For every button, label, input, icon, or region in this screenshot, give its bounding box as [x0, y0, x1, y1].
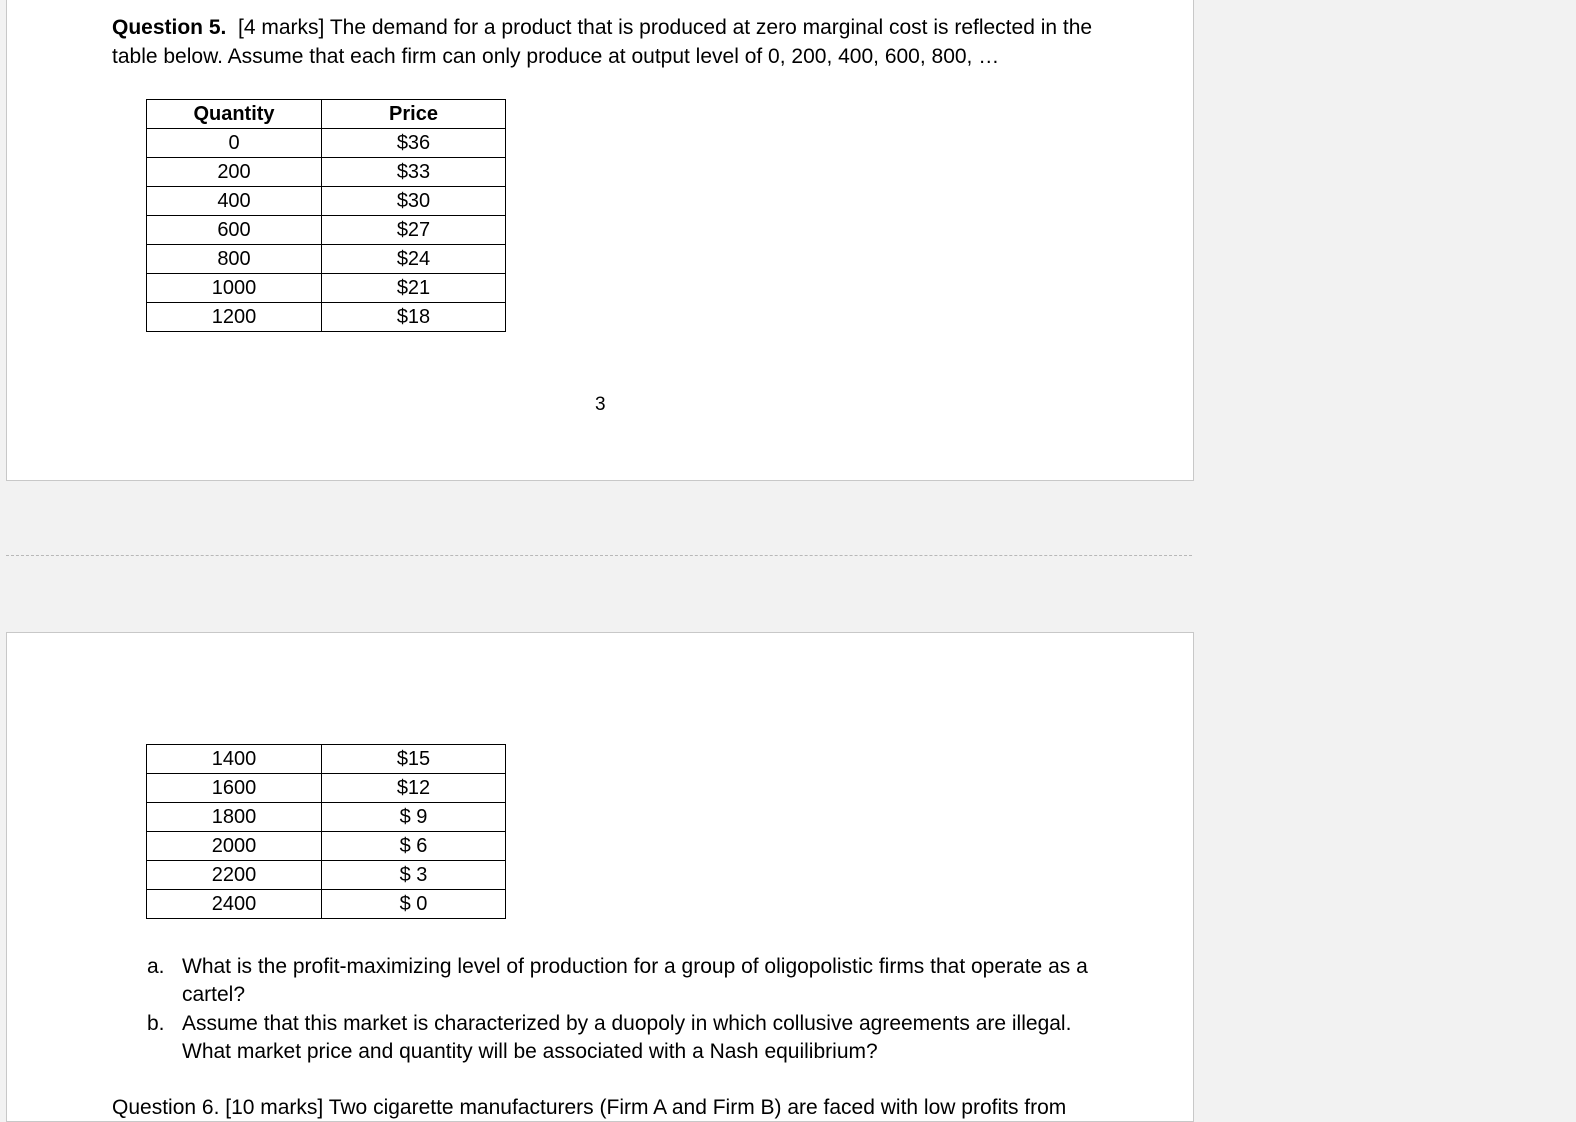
quantity-cell: 600 [147, 216, 322, 245]
table-row [147, 303, 506, 332]
subquestion-text: What is the profit-maximizing level of production for a group of oligopolistic firms that operate as a cartel? [182, 955, 1088, 1006]
quantity-cell: 200 [147, 158, 322, 187]
price-cell: $21 [322, 274, 506, 303]
quantity-header: Quantity [147, 100, 322, 129]
document-page-2 [6, 632, 1194, 1122]
table-row [147, 774, 506, 803]
price-cell: $ 0 [322, 890, 506, 919]
price-cell: $12 [322, 774, 506, 803]
question-5-heading [112, 13, 1112, 71]
price-cell: $ 6 [322, 832, 506, 861]
document-page-1 [6, 0, 1194, 481]
subquestion-a [147, 953, 1107, 1009]
table-row [147, 158, 506, 187]
page-break-separator [6, 555, 1192, 556]
page-number: 3 [595, 394, 606, 415]
table-row [147, 129, 506, 158]
next-question-cutoff: Question 6. [10 marks] Two cigarette manufacturers (Firm A and Firm B) are faced with low profits from [112, 1096, 1067, 1119]
quantity-cell: 2400 [147, 890, 322, 919]
price-cell: $ 9 [322, 803, 506, 832]
price-header: Price [322, 100, 506, 129]
table-row [147, 187, 506, 216]
table-row [147, 245, 506, 274]
table-row [147, 803, 506, 832]
price-cell: $27 [322, 216, 506, 245]
table-header-row [147, 100, 506, 129]
table-row [147, 832, 506, 861]
subquestion-b [147, 1010, 1107, 1066]
price-cell: $33 [322, 158, 506, 187]
quantity-cell: 2000 [147, 832, 322, 861]
quantity-cell: 0 [147, 129, 322, 158]
quantity-cell: 1800 [147, 803, 322, 832]
demand-table-part-2 [146, 744, 506, 919]
question-label: Question 5. [112, 16, 227, 39]
price-cell: $30 [322, 187, 506, 216]
question-text: [4 marks] The demand for a product that is produced at zero marginal cost is reflected in the table below. Assume that each firm can only produce at output level of 0, 200, 400, 600, 800, … [112, 16, 1093, 68]
quantity-cell: 1400 [147, 745, 322, 774]
table-row [147, 745, 506, 774]
price-cell: $15 [322, 745, 506, 774]
quantity-cell: 400 [147, 187, 322, 216]
price-cell: $18 [322, 303, 506, 332]
quantity-cell: 2200 [147, 861, 322, 890]
price-cell: $36 [322, 129, 506, 158]
quantity-cell: 1600 [147, 774, 322, 803]
quantity-cell: 800 [147, 245, 322, 274]
table-row [147, 274, 506, 303]
quantity-cell: 1200 [147, 303, 322, 332]
quantity-cell: 1000 [147, 274, 322, 303]
subquestion-marker: b. [147, 1012, 165, 1035]
table-row [147, 216, 506, 245]
price-cell: $24 [322, 245, 506, 274]
demand-table-part-1 [146, 99, 506, 332]
subquestion-marker: a. [147, 955, 165, 978]
subquestion-text: Assume that this market is characterized by a duopoly in which collusive agreements are illegal. What market price and quantity will be associated with a Nash equilibrium? [182, 1012, 1072, 1063]
price-cell: $ 3 [322, 861, 506, 890]
table-row [147, 861, 506, 890]
table-row [147, 890, 506, 919]
